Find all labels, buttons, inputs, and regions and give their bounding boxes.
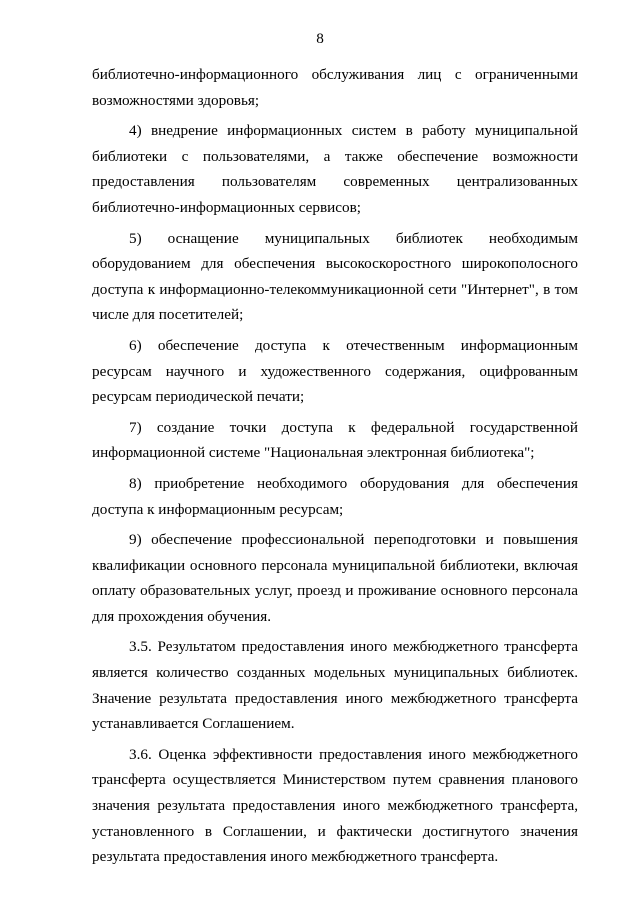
page-number: 8 xyxy=(316,30,324,47)
list-item-7: 7) создание точки доступа к федеральной государственной информационной системе "Национальная электронная библиотека"; xyxy=(92,418,578,462)
list-item-9: 9) обеспечение профессиональной переподготовки и повышения квалификации основного персонала муниципальной библиотеки, включая оплату образовательных услуг, проезд и проживание основного персонала для прохождения обучения. xyxy=(92,531,578,625)
paragraph-continuation: библиотечно-информационного обслуживания лиц с ограниченными возможностями здоровья; xyxy=(92,66,578,109)
list-item-8: 8) приобретение необходимого оборудования для обеспечения доступа к информационным ресурсам; xyxy=(92,474,578,518)
section-3-5: 3.5. Результатом предоставления иного межбюджетного трансферта является количество созданных модельных муниципальных библиотек. Значение результата предоставления иного межбюджетного трансферта устанавливается Соглашением. xyxy=(92,638,578,733)
list-item-6: 6) обеспечение доступа к отечественным информационным ресурсам научного и художественного содержания, оцифрованным ресурсам периодической печати; xyxy=(92,336,578,406)
list-item-5: 5) оснащение муниципальных библиотек необходимым оборудованием для обеспечения высокоскоростного широкополосного доступа к информационно-телекоммуникационной сети "Интернет", в том числе для посетителей; xyxy=(92,229,578,324)
list-item-4: 4) внедрение информационных систем в работу муниципальной библиотеки с пользователями, а также обеспечение возможности предоставления пользователям современных централизованных библиотечно-информационных сервисов; xyxy=(92,122,578,216)
section-3-6: 3.6. Оценка эффективности предоставления иного межбюджетного трансферта осуществляется Министерством путем сравнения планового значения результата предоставления иного межбюджетного трансферта, установленного в Соглашении, и фактически достигнутого значения результата предоставления иного межбюджетного трансферта. xyxy=(92,745,578,866)
document-body xyxy=(92,62,578,875)
